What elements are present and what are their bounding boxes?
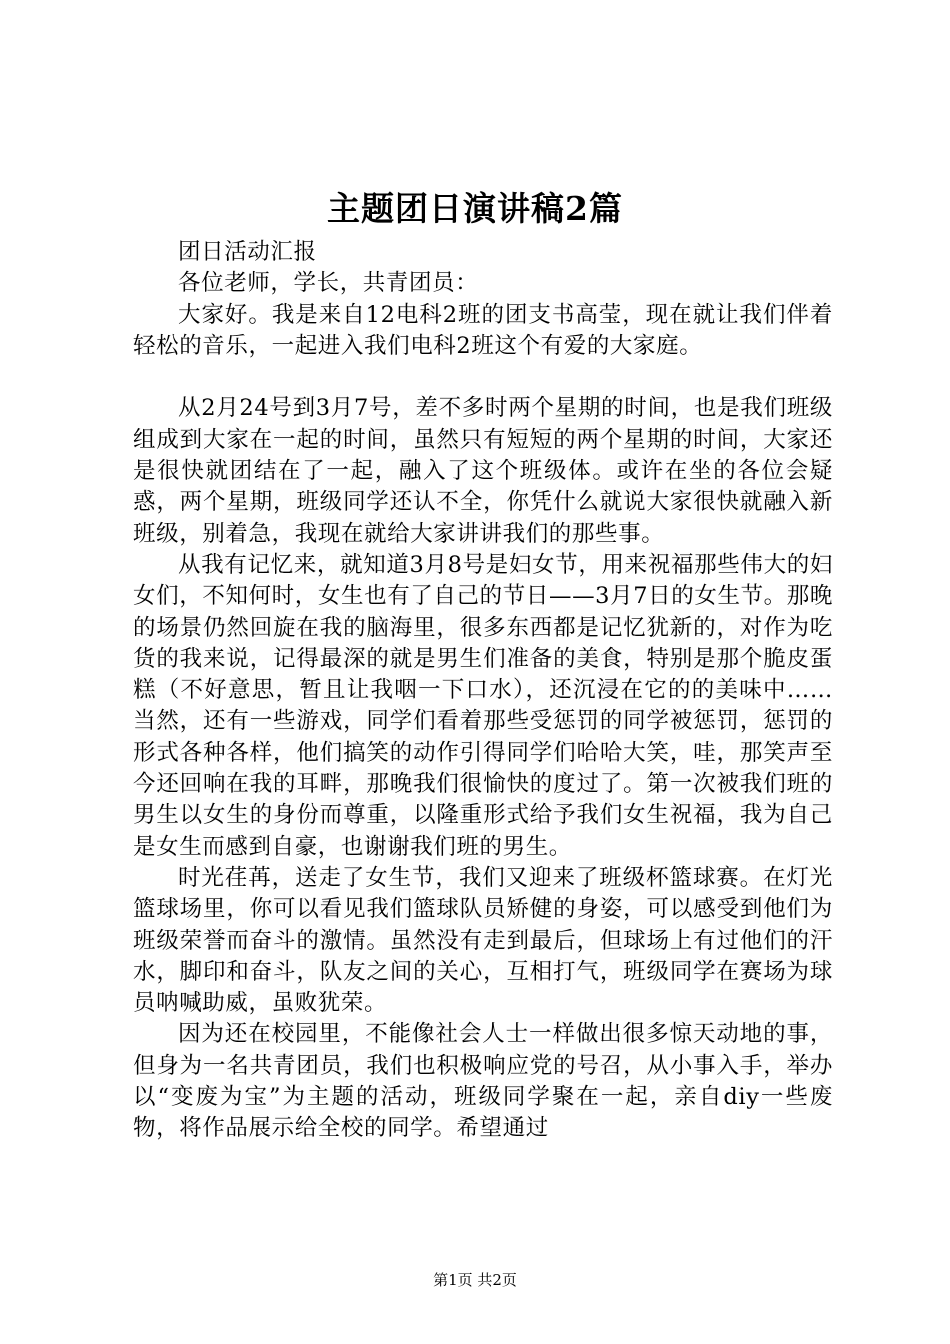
paragraph-salutation: 各位老师，学长，共青团员： [178, 270, 479, 297]
paragraph-heading: 团日活动汇报 [178, 239, 317, 265]
paragraph-basketball: 时光荏苒，送走了女生节，我们又迎来了班级杯篮球赛。在灯光篮球场里，你可以看见我们篮球队员矫健的身姿，可以感受到他们为班级荣誉而奋斗的激情。虽然没有走到最后，但球场上有过他们的汗水，脚印和奋斗，队友之间的关心，互相打气，班级同学在赛场为球员呐喊助威，虽败犹荣。 [133, 864, 833, 1017]
document-body [133, 237, 833, 1145]
page-number-footer: 第1页 共2页 [433, 1271, 517, 1289]
document-title: 主题团日演讲稿2篇 [327, 189, 623, 228]
paragraph-recycling: 因为还在校园里，不能像社会人士一样做出很多惊天动地的事，但身为一名共青团员，我们也积极响应党的号召，从小事入手，举办以“变废为宝”为主题的活动，班级同学聚在一起，亲自diy一些废物，将作品展示给全校的同学。希望通过 [133, 1021, 833, 1142]
paragraph-spacer [133, 362, 833, 393]
paragraph-girls-day: 从我有记忆来，就知道3月8号是妇女节，用来祝福那些伟大的妇女们，不知何时，女生也有了自己的节日——3月7日的女生节。那晚的场景仍然回旋在我的脑海里，很多东西都是记忆犹新的，对作为吃货的我来说，记得最深的就是男生们准备的美食，特别是那个脆皮蛋糕（不好意思，暂且让我咽一下口水），还沉浸在它的的美味中……当然，还有一些游戏，同学们看着那些受惩罚的同学被惩罚，惩罚的形式各种各样，他们搞笑的动作引得同学们哈哈大笑，哇，那笑声至今还回响在我的耳畔，那晚我们很愉快的度过了。第一次被我们班的男生以女生的身份而尊重，以隆重形式给予我们女生祝福，我为自己是女生而感到自豪，也谢谢我们班的男生。 [133, 551, 833, 860]
paragraph-intro: 大家好。我是来自12电科2班的团支书高莹，现在就让我们伴着轻松的音乐，一起进入我们电科2班这个有爱的大家庭。 [133, 301, 833, 359]
paragraph-two-weeks: 从2月24号到3月7号，差不多时两个星期的时间，也是我们班级组成到大家在一起的时间，虽然只有短短的两个星期的时间，大家还是很快就团结在了一起，融入了这个班级体。或许在坐的各位会疑惑，两个星期，班级同学还认不全，你凭什么就说大家很快就融入新班级，别着急，我现在就给大家讲讲我们的那些事。 [133, 395, 833, 547]
